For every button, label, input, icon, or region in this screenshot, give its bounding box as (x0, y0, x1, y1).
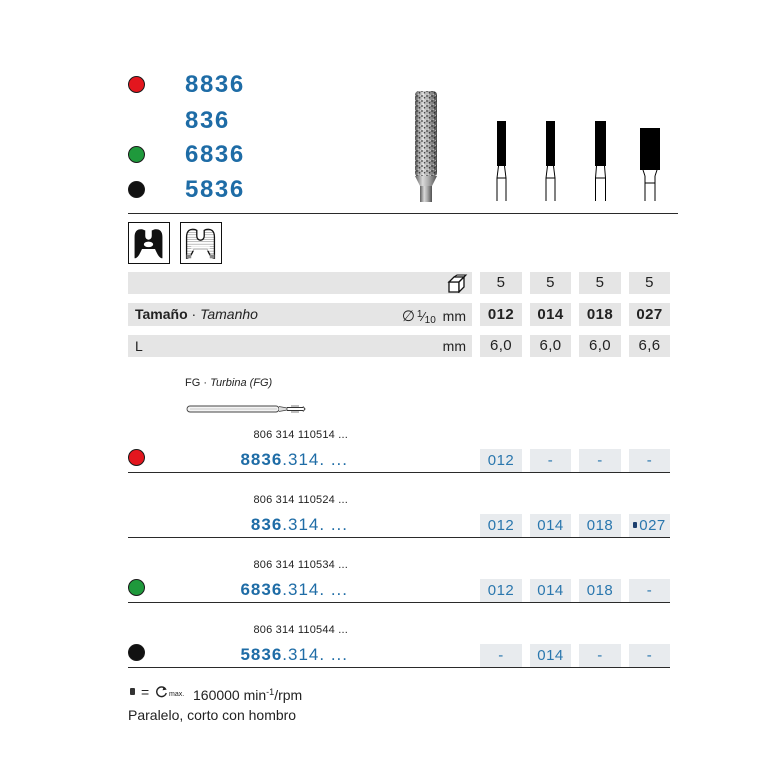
silhouette-027 (640, 128, 660, 201)
product-code-suffix: .314. ... (282, 645, 348, 664)
size-cell-value: 014 (537, 517, 564, 534)
size-cell (530, 514, 571, 537)
fg-bur-icon (185, 402, 307, 416)
size-cell-value: - (646, 452, 653, 469)
pack-value: 5 (530, 272, 571, 294)
row-divider (128, 537, 670, 538)
size-cell (530, 449, 571, 472)
size-cell (579, 579, 621, 602)
product-reference: 806 314 110544 ... (253, 624, 348, 636)
size-cell-value: - (547, 452, 554, 469)
max-speed-value (193, 683, 302, 704)
size-cell-value: 018 (586, 517, 614, 534)
tooth-filled-icon (128, 222, 170, 264)
header-code: 5836 (185, 176, 245, 203)
fraction-slash: ⁄ (422, 309, 425, 324)
size-cell-value: - (597, 647, 603, 664)
product-reference: 806 314 110514 ... (253, 429, 348, 441)
size-cell (480, 644, 522, 667)
speed-number: 160000 min (193, 687, 267, 703)
pack-value: 5 (629, 272, 670, 294)
size-label-es: Tamaño (135, 306, 188, 322)
size-cell (629, 514, 670, 537)
size-label-pt: Tamanho (200, 306, 258, 322)
max-speed-marker-icon (130, 688, 135, 695)
product-code-base: 836 (250, 515, 283, 534)
product-code-suffix: .314. ... (282, 515, 348, 534)
silhouette-012 (497, 121, 506, 201)
unit-fraction (417, 303, 436, 332)
header-code: 836 (185, 107, 230, 134)
diameter-symbol: ∅ (401, 308, 415, 325)
product-row-6836 (0, 557, 760, 603)
pack-value: 5 (480, 272, 522, 294)
size-cell (480, 449, 522, 472)
size-unit (378, 303, 466, 332)
size-cell-value: 012 (487, 582, 515, 599)
row-divider (128, 602, 670, 603)
row-divider (128, 472, 670, 473)
green-dot-icon (128, 579, 145, 596)
rotation-icon (155, 685, 168, 698)
product-code-base: 5836 (240, 645, 283, 664)
size-value: 012 (480, 303, 522, 326)
size-value: 014 (530, 303, 571, 326)
product-code (170, 645, 348, 665)
size-cell-value: - (498, 647, 504, 664)
product-row-8836 (0, 427, 760, 473)
size-cell-value: 018 (586, 582, 614, 599)
size-cell-value: 014 (537, 647, 564, 664)
size-cell-value: 012 (487, 517, 515, 534)
size-cell-value: 027 (639, 517, 666, 534)
header-item-8836 (0, 72, 320, 98)
product-code-base: 8836 (240, 450, 283, 469)
length-value: 6,0 (530, 335, 571, 357)
header-divider (128, 213, 678, 214)
black-dot-icon (128, 644, 145, 661)
size-cell (629, 644, 670, 667)
tooth-hatched-icon (180, 222, 222, 264)
size-cell-value: - (646, 647, 653, 664)
product-code (170, 515, 348, 535)
max-speed-marker-icon (633, 522, 637, 528)
pack-value: 5 (579, 272, 621, 294)
diamond-bur-image (411, 90, 441, 202)
product-code (170, 450, 348, 470)
size-cell (530, 579, 571, 602)
header-item-836 (0, 108, 320, 134)
max-speed-legend (128, 683, 388, 701)
length-value: 6,6 (629, 335, 670, 357)
pack-row-label-bar (128, 272, 472, 294)
size-cell (579, 514, 621, 537)
fraction-numerator: 1 (416, 309, 423, 320)
size-value: 018 (579, 303, 621, 326)
header-item-5836 (0, 177, 320, 203)
package-icon (446, 274, 468, 293)
red-dot-icon (128, 76, 145, 93)
product-code-base: 6836 (240, 580, 283, 599)
size-cell-value: 012 (487, 452, 515, 469)
shape-description: Paralelo, corto con hombro (128, 707, 297, 723)
silhouette-018 (595, 121, 606, 201)
handpiece-abbr: FG (185, 377, 201, 389)
product-reference: 806 314 110534 ... (253, 559, 348, 571)
size-unit-mm: mm (442, 308, 466, 324)
max-label: max. (169, 691, 185, 698)
green-dot-icon (128, 146, 145, 163)
length-value: 6,0 (480, 335, 522, 357)
size-row-label-bar (128, 303, 472, 326)
size-cell-value: - (646, 582, 653, 599)
size-cell-value: - (597, 452, 603, 469)
size-cell (530, 644, 571, 667)
size-label (135, 303, 258, 326)
size-cell (480, 579, 522, 602)
product-code (170, 580, 348, 600)
handpiece-separator: · (203, 377, 208, 389)
black-dot-icon (128, 181, 145, 198)
header-code: 6836 (185, 141, 245, 168)
handpiece-name: Turbina (FG) (210, 377, 273, 389)
size-silhouettes (480, 115, 680, 203)
legend-equals: = (141, 684, 150, 700)
length-value: 6,0 (579, 335, 621, 357)
red-dot-icon (128, 449, 145, 466)
size-value: 027 (629, 303, 670, 326)
speed-unit: /rpm (274, 687, 303, 703)
product-row-5836 (0, 622, 760, 668)
row-divider (128, 667, 670, 668)
length-label: L (135, 338, 143, 354)
size-label-separator: · (191, 306, 197, 322)
product-reference: 806 314 110524 ... (253, 494, 348, 506)
size-cell-value: 014 (537, 582, 564, 599)
product-code-suffix: .314. ... (282, 450, 348, 469)
header-item-6836 (0, 142, 320, 168)
fraction-denominator: 10 (424, 315, 436, 326)
product-row-836 (0, 492, 760, 538)
length-unit: mm (442, 338, 466, 354)
silhouette-014 (546, 121, 555, 201)
product-code-suffix: .314. ... (282, 580, 348, 599)
header-code: 8836 (185, 71, 245, 98)
size-cell (579, 449, 621, 472)
length-row-label-bar (128, 335, 472, 357)
size-cell (579, 644, 621, 667)
size-cell (629, 579, 670, 602)
speed-exponent: -1 (266, 687, 275, 697)
size-cell (480, 514, 522, 537)
size-cell (629, 449, 670, 472)
handpiece-label (185, 377, 272, 389)
